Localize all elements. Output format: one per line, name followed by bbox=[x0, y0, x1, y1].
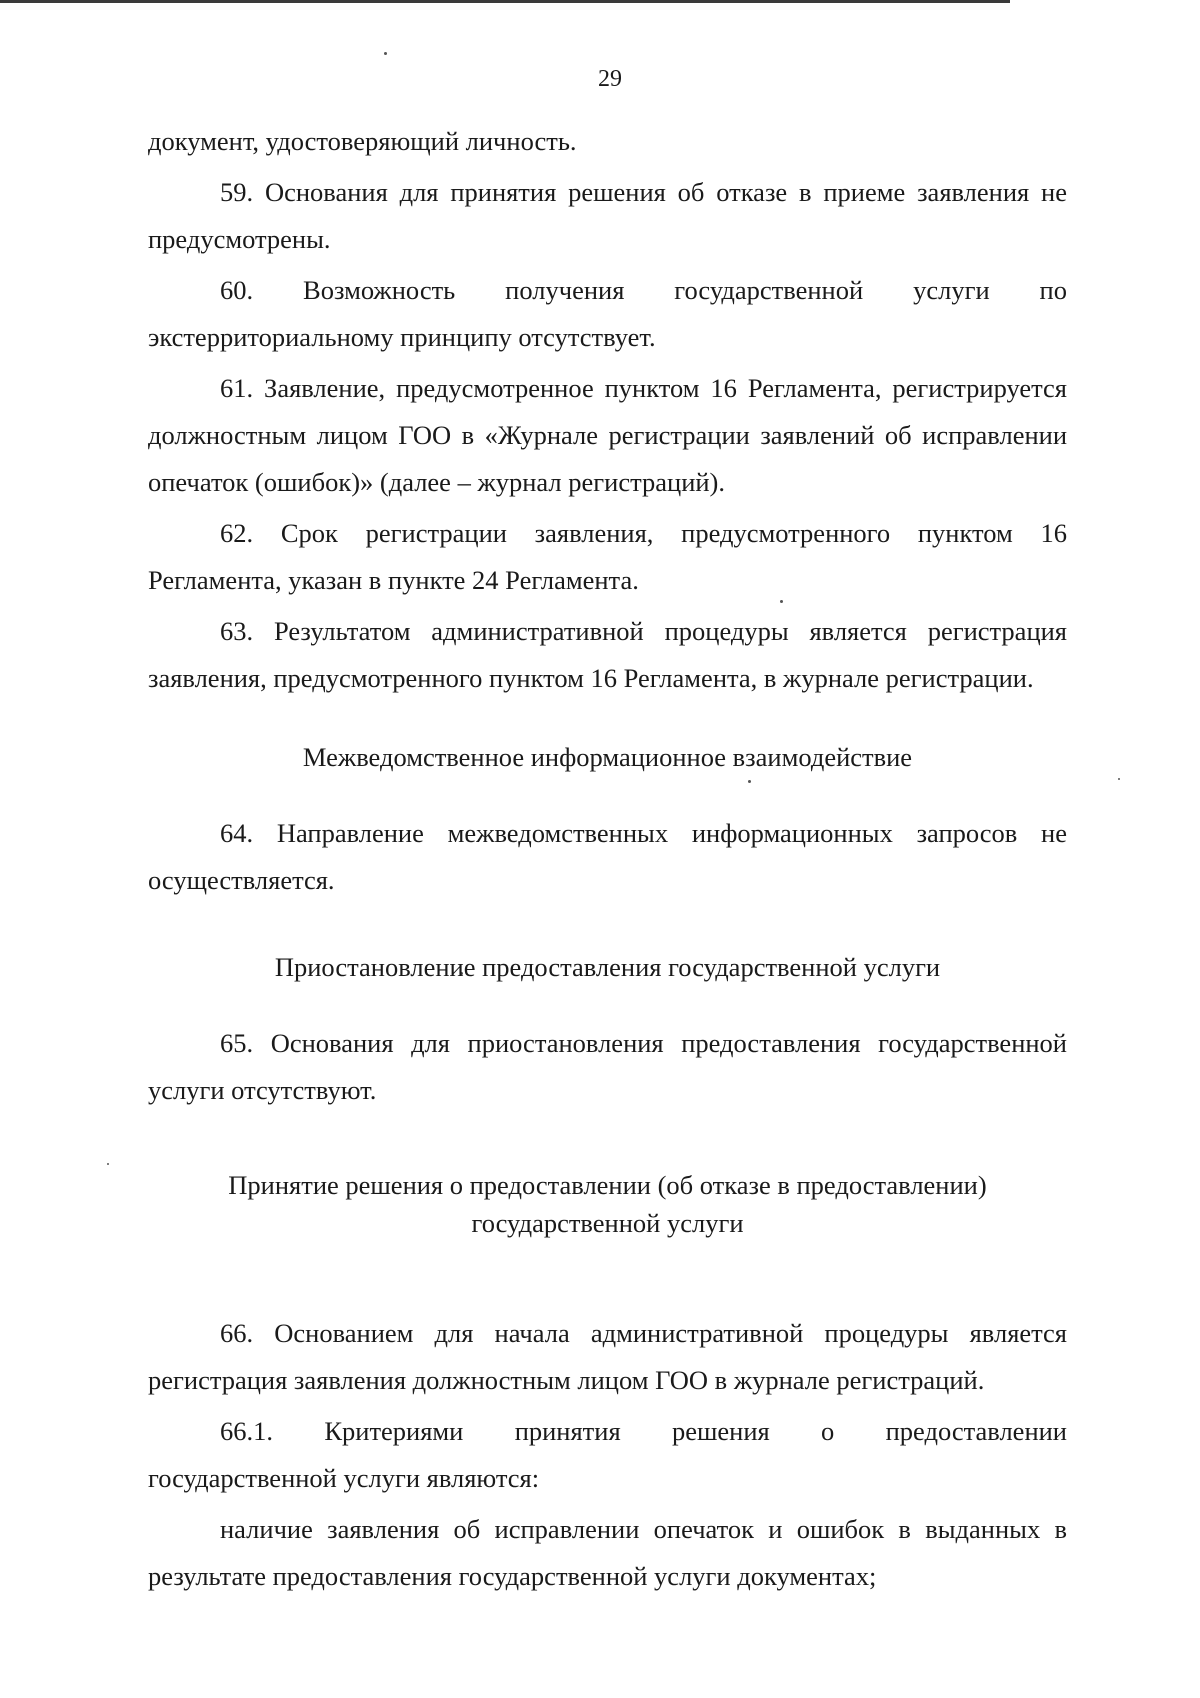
paragraph-64: 64. Направление межведомственных информационных запросов не осуществляется. bbox=[148, 818, 1067, 895]
scan-top-edge bbox=[0, 0, 1010, 3]
paragraph-60-line-2: экстерриториальному принципу отсутствует. bbox=[148, 322, 656, 352]
paragraph-65: 65. Основания для приостановления предоставления государственной услуги отсутствуют. bbox=[148, 1028, 1067, 1105]
paragraph-60-line-1: 60. Возможность получения государственной услуги по bbox=[220, 275, 1067, 305]
paragraph-61: 61. Заявление, предусмотренное пунктом 16 Регламента, регистрируется должностным лицом ГОО в «Журнале регистрации заявлений об исправлении опечаток (ошибок)» (далее – журнал регистраций). bbox=[148, 373, 1067, 497]
paragraph-63: 63. Результатом административной процедуры является регистрация заявления, предусмотренного пунктом 16 Регламента, в журнале регистрации. bbox=[148, 616, 1067, 693]
page-number: 29 bbox=[598, 66, 622, 92]
section-heading-interagency: Межведомственное информационное взаимодействие bbox=[302, 742, 913, 772]
scan-speck bbox=[107, 1163, 109, 1165]
section-heading-suspension: Приостановление предоставления государственной услуги bbox=[274, 952, 941, 982]
paragraph-66-1-line-2: государственной услуги являются: bbox=[148, 1463, 540, 1493]
paragraph-criteria: наличие заявления об исправлении опечаток и ошибок в выданных в результате предоставления государственной услуги документах; bbox=[148, 1514, 1067, 1591]
paragraph-60 bbox=[148, 267, 1067, 361]
section-heading-decision-line-1: Принятие решения о предоставлении (об отказе в предоставлении) bbox=[228, 1170, 987, 1200]
paragraph-66: 66. Основанием для начала административной процедуры является регистрация заявления должностным лицом ГОО в журнале регистраций. bbox=[148, 1318, 1067, 1395]
scan-speck bbox=[1118, 778, 1120, 780]
paragraph-59: 59. Основания для принятия решения об отказе в приеме заявления не предусмотрены. bbox=[148, 177, 1067, 254]
document-body bbox=[148, 118, 1067, 1604]
paragraph-66-1 bbox=[148, 1408, 1067, 1502]
scan-speck bbox=[384, 52, 387, 55]
paragraph-62: 62. Срок регистрации заявления, предусмотренного пунктом 16 Регламента, указан в пункте 24 Регламента. bbox=[148, 518, 1067, 595]
section-heading-decision bbox=[148, 1166, 1067, 1242]
paragraph-66-1-line-1: 66.1. Критериями принятия решения о предоставлении bbox=[220, 1416, 1067, 1446]
paragraph-continued: документ, удостоверяющий личность. bbox=[148, 126, 577, 156]
section-heading-decision-line-2: государственной услуги bbox=[471, 1208, 744, 1238]
